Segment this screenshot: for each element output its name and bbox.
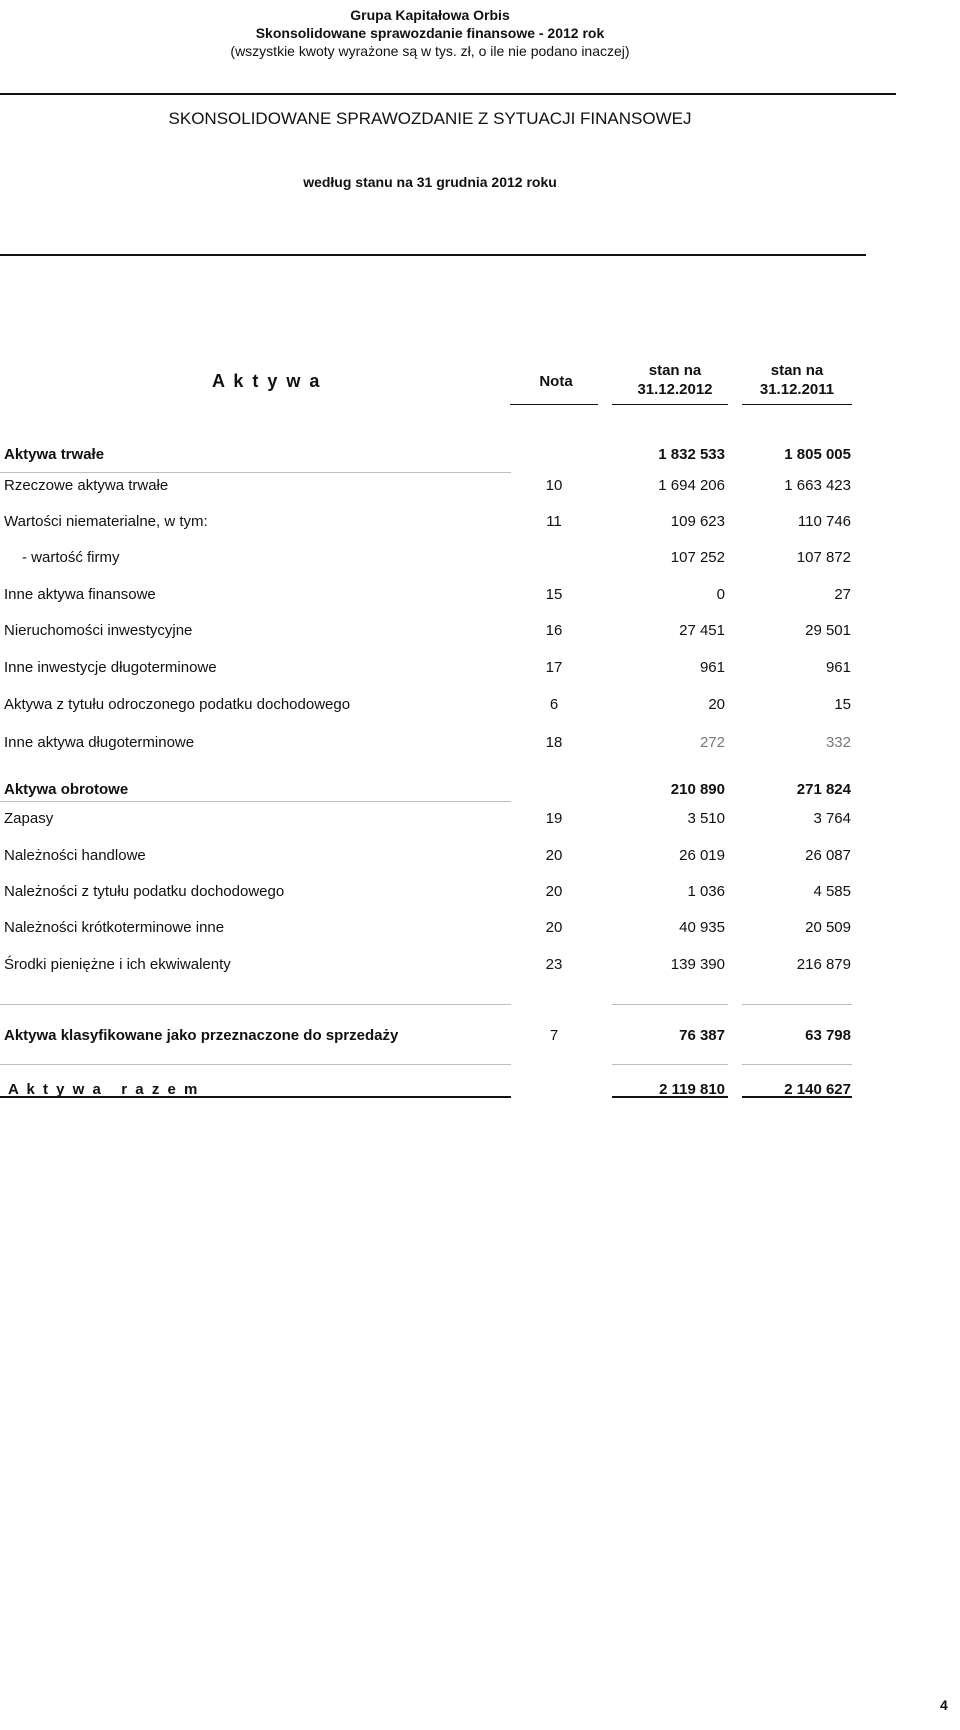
- col-2011-header-rule: [742, 404, 852, 405]
- row-value-2012: 107 252: [670, 549, 725, 566]
- row-label: Zapasy: [4, 810, 54, 827]
- page-number: 4: [940, 1697, 948, 1713]
- table-row: [0, 504, 860, 540]
- row-value-2011: 20 509: [805, 919, 851, 936]
- row-nota: 15: [545, 586, 563, 603]
- nota-header-rule: [510, 404, 598, 405]
- section-rule-2012: [612, 1004, 728, 1005]
- row-label: Aktywa klasyfikowane jako przeznaczone do sprzedaży: [4, 1027, 399, 1044]
- row-nota: 18: [545, 734, 563, 751]
- row-value-2012: 27 451: [679, 622, 725, 639]
- total-bottom-rule: [0, 1096, 511, 1098]
- table-row: [0, 650, 860, 686]
- total-row: [0, 1072, 860, 1108]
- table-row: [0, 801, 860, 837]
- row-nota: 6: [549, 696, 559, 713]
- nota-header: Nota: [539, 373, 573, 390]
- col-2012-header-rule: [612, 404, 728, 405]
- row-value-2011: 961: [825, 659, 851, 676]
- row-value-2012: 3 510: [687, 810, 725, 827]
- header-divider: [0, 93, 896, 95]
- row-value-2011: 271 824: [796, 781, 851, 798]
- statement-title: SKONSOLIDOWANE SPRAWOZDANIE Z SYTUACJI FINANSOWEJ: [168, 109, 692, 128]
- table-row: [0, 540, 860, 576]
- row-nota: 20: [545, 919, 563, 936]
- table-row: [0, 947, 860, 983]
- col-2011-header: [742, 361, 852, 399]
- row-label: Należności z tytułu podatku dochodowego: [4, 883, 285, 900]
- row-nota: 7: [549, 1027, 559, 1044]
- row-nota: 11: [546, 513, 562, 530]
- row-value-2012: 20: [708, 696, 725, 713]
- row-label: Środki pieniężne i ich ekwiwalenty: [4, 956, 231, 973]
- assets-heading: A k t y w a: [212, 371, 322, 391]
- title-divider: [0, 254, 866, 256]
- row-value-2011: 26 087: [805, 847, 851, 864]
- row-label: Należności krótkoterminowe inne: [4, 919, 225, 936]
- table-row: [0, 725, 860, 761]
- row-label: Aktywa obrotowe: [4, 781, 129, 798]
- row-value-2011: 1 805 005: [784, 446, 851, 463]
- row-value-2012: 0: [716, 586, 725, 603]
- row-label: Wartości niematerialne, w tym:: [4, 513, 208, 530]
- table-row: [0, 874, 860, 910]
- row-value-2012: 1 036: [687, 883, 725, 900]
- total-bottom-rule-2012: [612, 1096, 728, 1098]
- row-label: Inne inwestycje długoterminowe: [4, 659, 217, 676]
- row-value-2011: 1 663 423: [784, 477, 851, 494]
- total-top-rule: [0, 1064, 511, 1065]
- row-value-2012: 1 694 206: [658, 477, 725, 494]
- col-2012-header: [620, 361, 730, 399]
- row-label: Inne aktywa długoterminowe: [4, 734, 195, 751]
- row-value-2011: 107 872: [796, 549, 851, 566]
- table-row: [0, 1018, 860, 1054]
- col-2012-header-line2: 31.12.2012: [637, 381, 713, 398]
- table-row: [0, 577, 860, 613]
- row-label: Należności handlowe: [4, 847, 146, 864]
- row-value-2012: 139 390: [670, 956, 725, 973]
- row-value-2012: 109 623: [670, 513, 725, 530]
- row-value-2012: 76 387: [679, 1027, 725, 1044]
- total-value-2011: 2 140 627: [784, 1081, 851, 1098]
- row-value-2011: 110 746: [797, 513, 851, 530]
- statement-date: według stanu na 31 grudnia 2012 roku: [303, 174, 557, 190]
- row-value-2012: 961: [699, 659, 725, 676]
- row-value-2011: 15: [834, 696, 851, 713]
- row-nota: 17: [545, 659, 563, 676]
- row-label: Aktywa z tytułu odroczonego podatku dochodowego: [4, 696, 351, 713]
- section-rule: [0, 1004, 511, 1005]
- row-label: Nieruchomości inwestycyjne: [4, 622, 193, 639]
- total-top-rule-2012: [612, 1064, 728, 1065]
- row-label: Rzeczowe aktywa trwałe: [4, 477, 169, 494]
- total-value-2012: 2 119 810: [659, 1081, 725, 1098]
- table-row: [0, 838, 860, 874]
- section-rule-2011: [742, 1004, 852, 1005]
- col-2011-header-line1: stan na: [770, 362, 824, 379]
- row-nota: 10: [545, 477, 563, 494]
- table-row: [0, 613, 860, 649]
- row-nota: 23: [545, 956, 563, 973]
- row-label: Aktywa trwałe: [4, 446, 105, 463]
- row-value-2011: 29 501: [805, 622, 851, 639]
- row-nota: 20: [545, 883, 563, 900]
- row-value-2012: 210 890: [670, 781, 725, 798]
- row-value-2011: 27: [834, 586, 851, 603]
- table-row: [0, 910, 860, 946]
- table-row: [0, 468, 860, 504]
- col-2012-header-line1: stan na: [648, 362, 702, 379]
- report-name: Skonsolidowane sprawozdanie finansowe - 2012 rok: [255, 25, 605, 41]
- row-value-2011: 63 798: [805, 1027, 851, 1044]
- total-label: A k t y w a r a z e m: [8, 1081, 200, 1098]
- row-nota: 16: [545, 622, 563, 639]
- row-value-2011: 332: [825, 734, 851, 751]
- row-value-2011: 4 585: [813, 883, 851, 900]
- table-row: [0, 687, 860, 723]
- row-value-2011: 216 879: [796, 956, 851, 973]
- currency-note: (wszystkie kwoty wyrażone są w tys. zł, o ile nie podano inaczej): [230, 43, 630, 59]
- company-name: Grupa Kapitałowa Orbis: [350, 7, 510, 23]
- row-value-2012: 40 935: [679, 919, 725, 936]
- row-value-2011: 3 764: [813, 810, 851, 827]
- row-label: - wartość firmy: [22, 549, 120, 566]
- row-nota: 19: [545, 810, 563, 827]
- row-value-2012: 26 019: [679, 847, 725, 864]
- total-bottom-rule-2011: [742, 1096, 852, 1098]
- col-2011-header-line2: 31.12.2011: [759, 381, 835, 398]
- row-value-2012: 272: [699, 734, 725, 751]
- row-nota: 20: [545, 847, 563, 864]
- row-value-2012: 1 832 533: [658, 446, 725, 463]
- total-top-rule-2011: [742, 1064, 852, 1065]
- row-label: Inne aktywa finansowe: [4, 586, 156, 603]
